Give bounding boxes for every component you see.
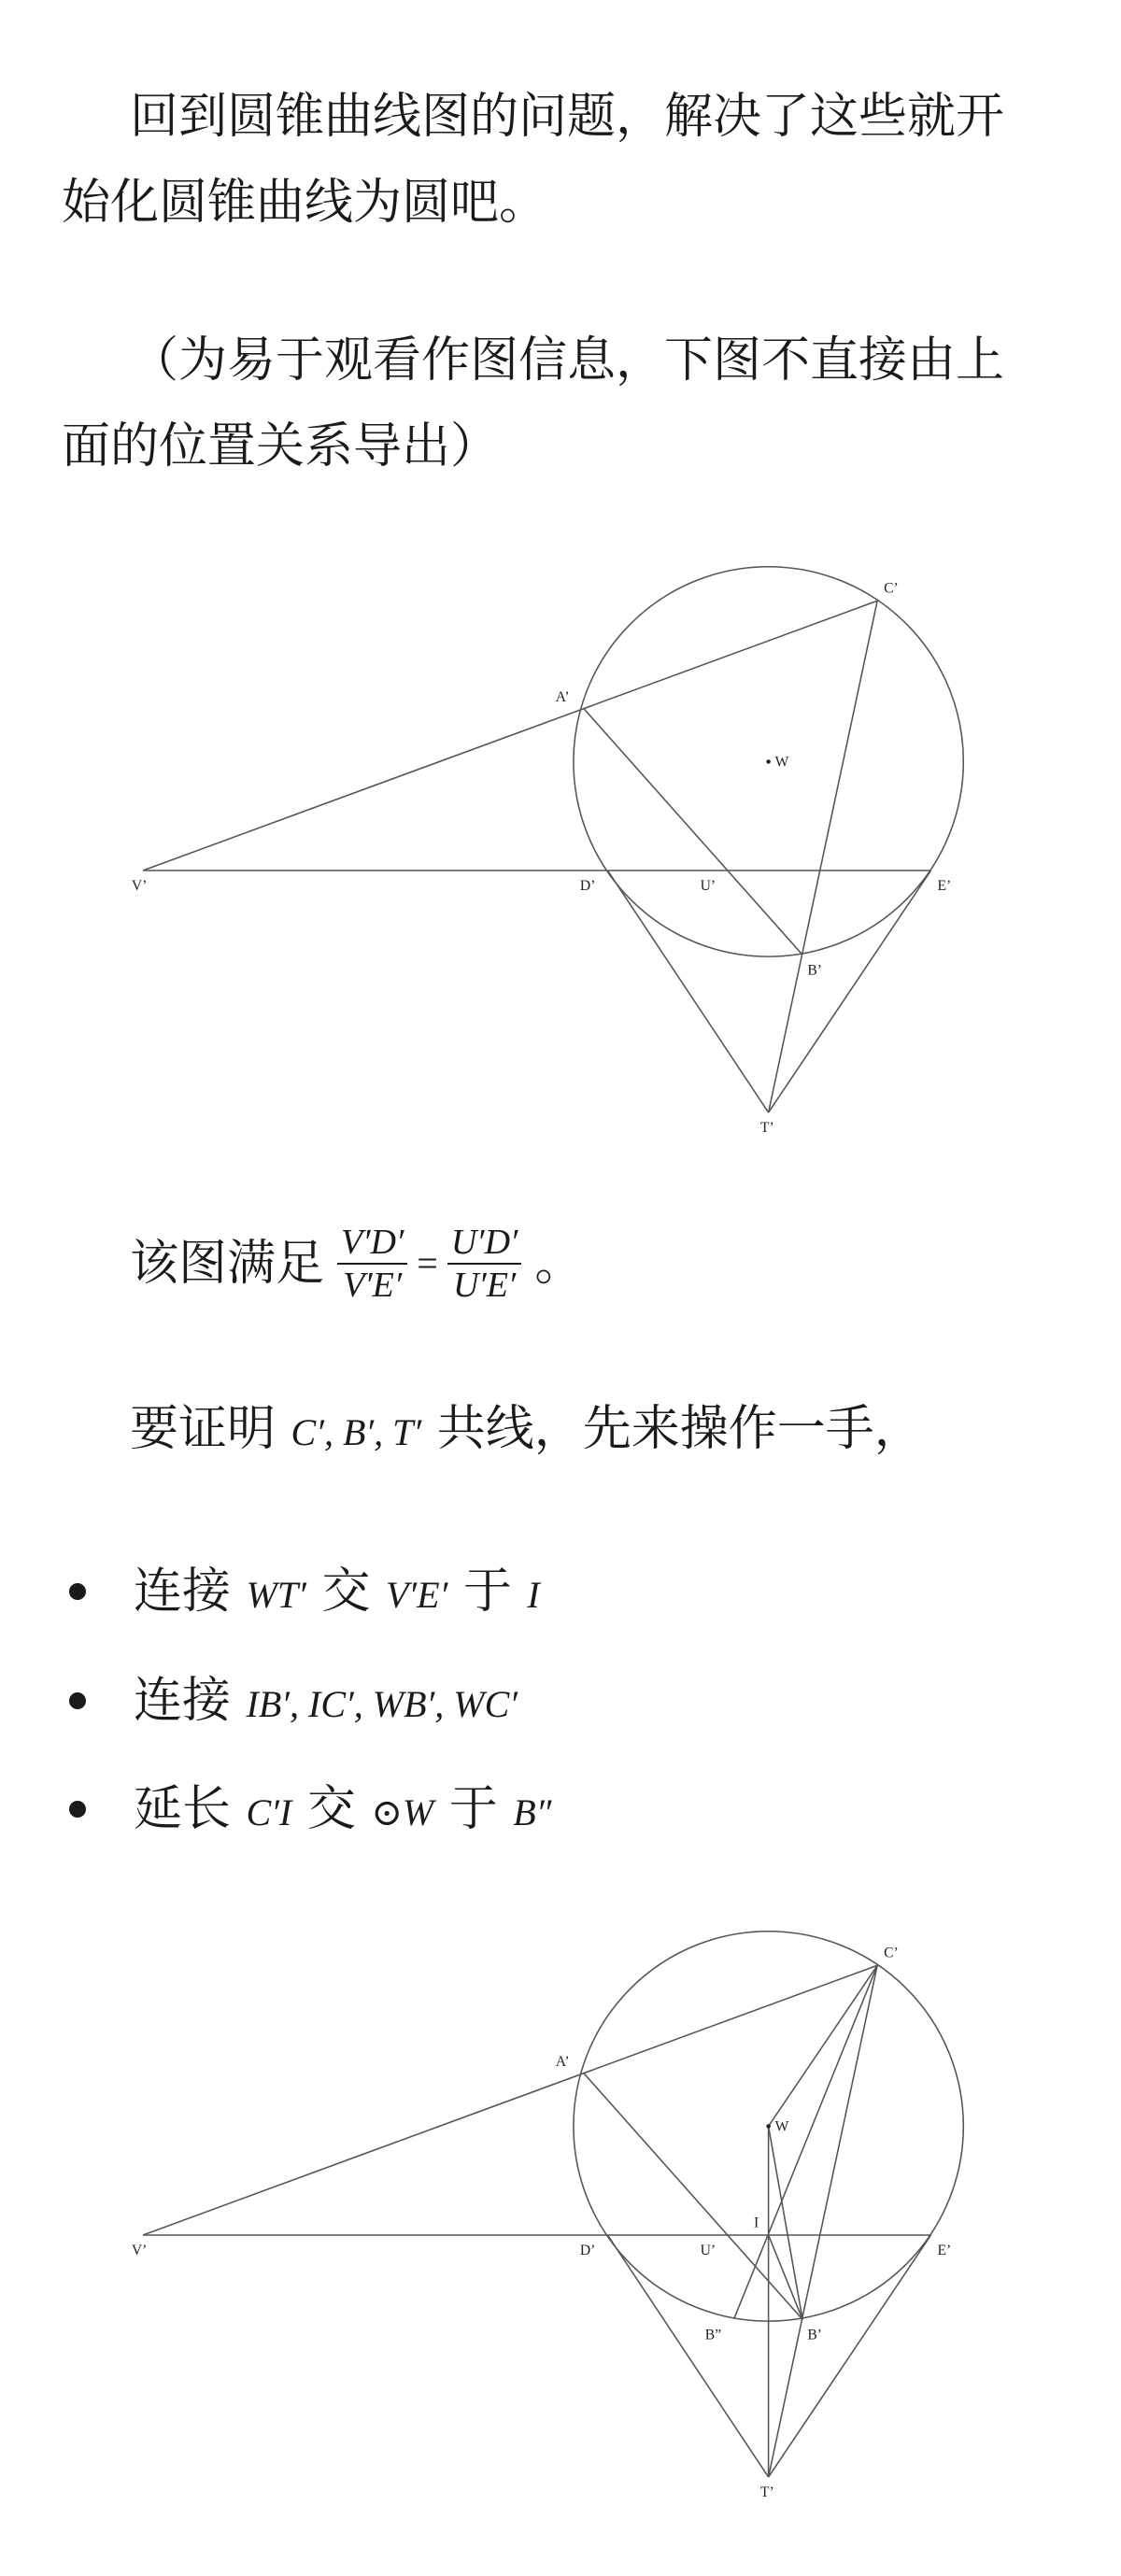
label-t: T’ [759,1119,774,1136]
fraction-2-numerator: U′D′ [447,1222,522,1265]
list-item [134,1671,518,1734]
list-item-text: 连接 [134,1564,232,1620]
list-item-math: B″ [513,1791,552,1833]
fraction-vd-ve [337,1222,407,1306]
fraction-ud-ue [447,1222,522,1306]
list-item-math: ⊙W [371,1791,434,1833]
paragraph-4-prefix: 要证明 [130,1401,277,1457]
paragraph-4-suffix: 共线，先来操作一手， [436,1401,923,1457]
fraction-2-denominator: U′E′ [452,1266,517,1305]
bullet-dot [69,1692,86,1709]
label-a: A’ [555,2054,570,2071]
label-w: W [774,2118,789,2135]
label-b-double-prime: B” [704,2327,722,2343]
label-d: D’ [579,877,596,894]
label-v: V’ [131,877,148,894]
label-i: I [753,2215,759,2231]
paragraph-1-line-2: 始化圆锥曲线为圆吧。 [62,175,548,231]
line-dt [607,870,768,1112]
label-e: E’ [937,877,952,894]
list-item-text: 于 [448,1781,498,1837]
paragraph-3-suffix: 。 [534,1236,584,1292]
list-item-text: 延长 [134,1781,232,1837]
geometry-figure-1 [0,552,1121,1145]
label-v: V’ [131,2242,148,2258]
line-ab [583,708,802,955]
list-item-math: V′E′ [385,1574,448,1616]
paragraph-3 [130,1223,584,1305]
label-t: T’ [759,2484,774,2500]
point-w [766,759,771,764]
line-vc [143,601,877,870]
label-b: B’ [807,962,822,979]
list-item-text: 交 [321,1564,371,1620]
list-item-text: 连接 [134,1673,232,1729]
line-dt [607,2235,768,2477]
line-ab [583,2073,802,2319]
label-a: A’ [555,689,570,706]
line-vc [143,1965,877,2235]
bullet-dot [69,1801,86,1818]
equals-sign: = [417,1242,438,1284]
geometry-figure-2 [0,1917,1121,2510]
list-item-math: I [527,1574,540,1616]
line-et [769,2235,931,2477]
list-item-math: WT′ [246,1574,306,1616]
label-c: C’ [884,580,899,597]
line-et [769,870,931,1112]
label-d: D’ [579,2242,596,2258]
line-ct [769,601,878,1112]
paragraph-3-prefix: 该图满足 [130,1236,325,1292]
paragraph-1-line-1: 回到圆锥曲线图的问题，解决了这些就开 [130,89,1005,145]
line-wc [769,1965,878,2126]
line-cb2 [734,1965,877,2317]
list-item-math: C′I [246,1791,292,1833]
fraction-1-numerator: V′D′ [337,1222,407,1265]
list-item-math: IB′, IC′, WB′, WC′ [246,1683,518,1725]
paragraph-4-math: C′, B′, T′ [291,1411,422,1453]
list-item-text: 交 [306,1781,356,1837]
label-u: U’ [700,2242,717,2258]
point-w [766,2124,771,2129]
line-ib [769,2235,803,2319]
list-item [134,1779,551,1843]
paragraph-2-line-2: 面的位置关系导出） [62,418,500,474]
label-c: C’ [884,1945,899,1961]
paragraph-4 [130,1399,923,1463]
label-e: E’ [937,2242,952,2258]
bullet-dot [69,1583,86,1600]
paragraph-2-line-1: （为易于观看作图信息，下图不直接由上 [130,333,1005,389]
label-u: U’ [700,877,717,894]
label-w: W [774,754,789,771]
fraction-1-denominator: V′E′ [343,1266,403,1305]
list-item [134,1562,540,1625]
label-b: B’ [807,2327,822,2343]
list-item-text: 于 [462,1564,512,1620]
